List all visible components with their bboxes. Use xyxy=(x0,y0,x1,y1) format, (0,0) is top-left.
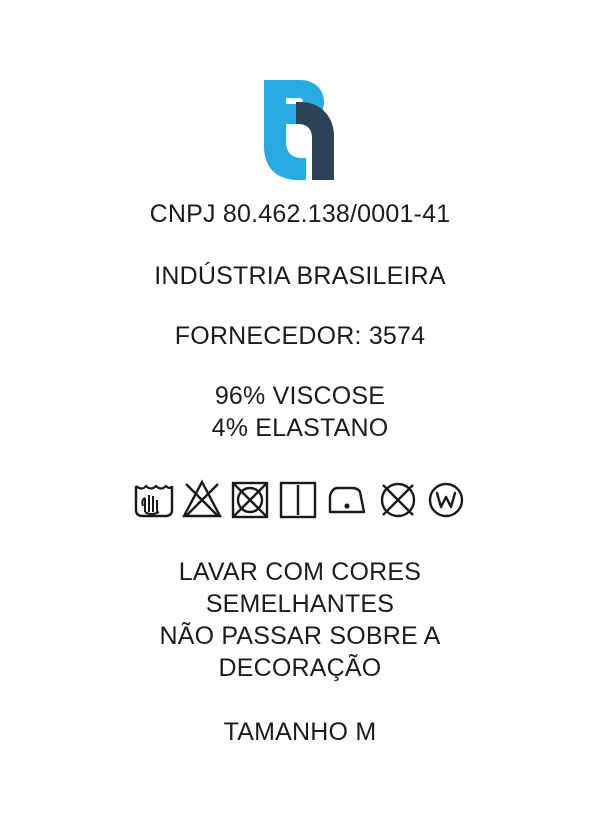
care-instructions-block xyxy=(159,556,440,684)
composition-line-1: 96% VISCOSE xyxy=(214,382,386,410)
iron-low-heat-icon xyxy=(324,476,372,522)
instruction-line-2: SEMELHANTES xyxy=(205,590,395,618)
h-monogram-icon xyxy=(240,72,360,190)
instruction-line-1: LAVAR COM CORES xyxy=(178,558,422,586)
size-text: TAMANHO M xyxy=(223,718,377,746)
do-not-bleach-icon xyxy=(180,476,224,522)
cnpj-text: CNPJ 80.462.138/0001-41 xyxy=(149,200,451,228)
wet-clean-icon xyxy=(424,476,468,522)
do-not-tumble-dry-icon xyxy=(228,476,272,522)
composition-block xyxy=(212,380,389,444)
composition-line-2: 4% ELASTANO xyxy=(211,414,389,442)
instruction-line-4: DECORAÇÃO xyxy=(218,654,382,682)
brand-logo xyxy=(240,72,360,190)
instruction-line-3: NÃO PASSAR SOBRE A xyxy=(159,622,441,650)
hand-wash-icon xyxy=(132,476,176,522)
origin-text: INDÚSTRIA BRASILEIRA xyxy=(154,262,446,290)
supplier-text: FORNECEDOR: 3574 xyxy=(174,322,426,350)
do-not-dry-clean-icon xyxy=(376,476,420,522)
drip-dry-icon xyxy=(276,476,320,522)
care-symbols-row xyxy=(132,476,468,522)
